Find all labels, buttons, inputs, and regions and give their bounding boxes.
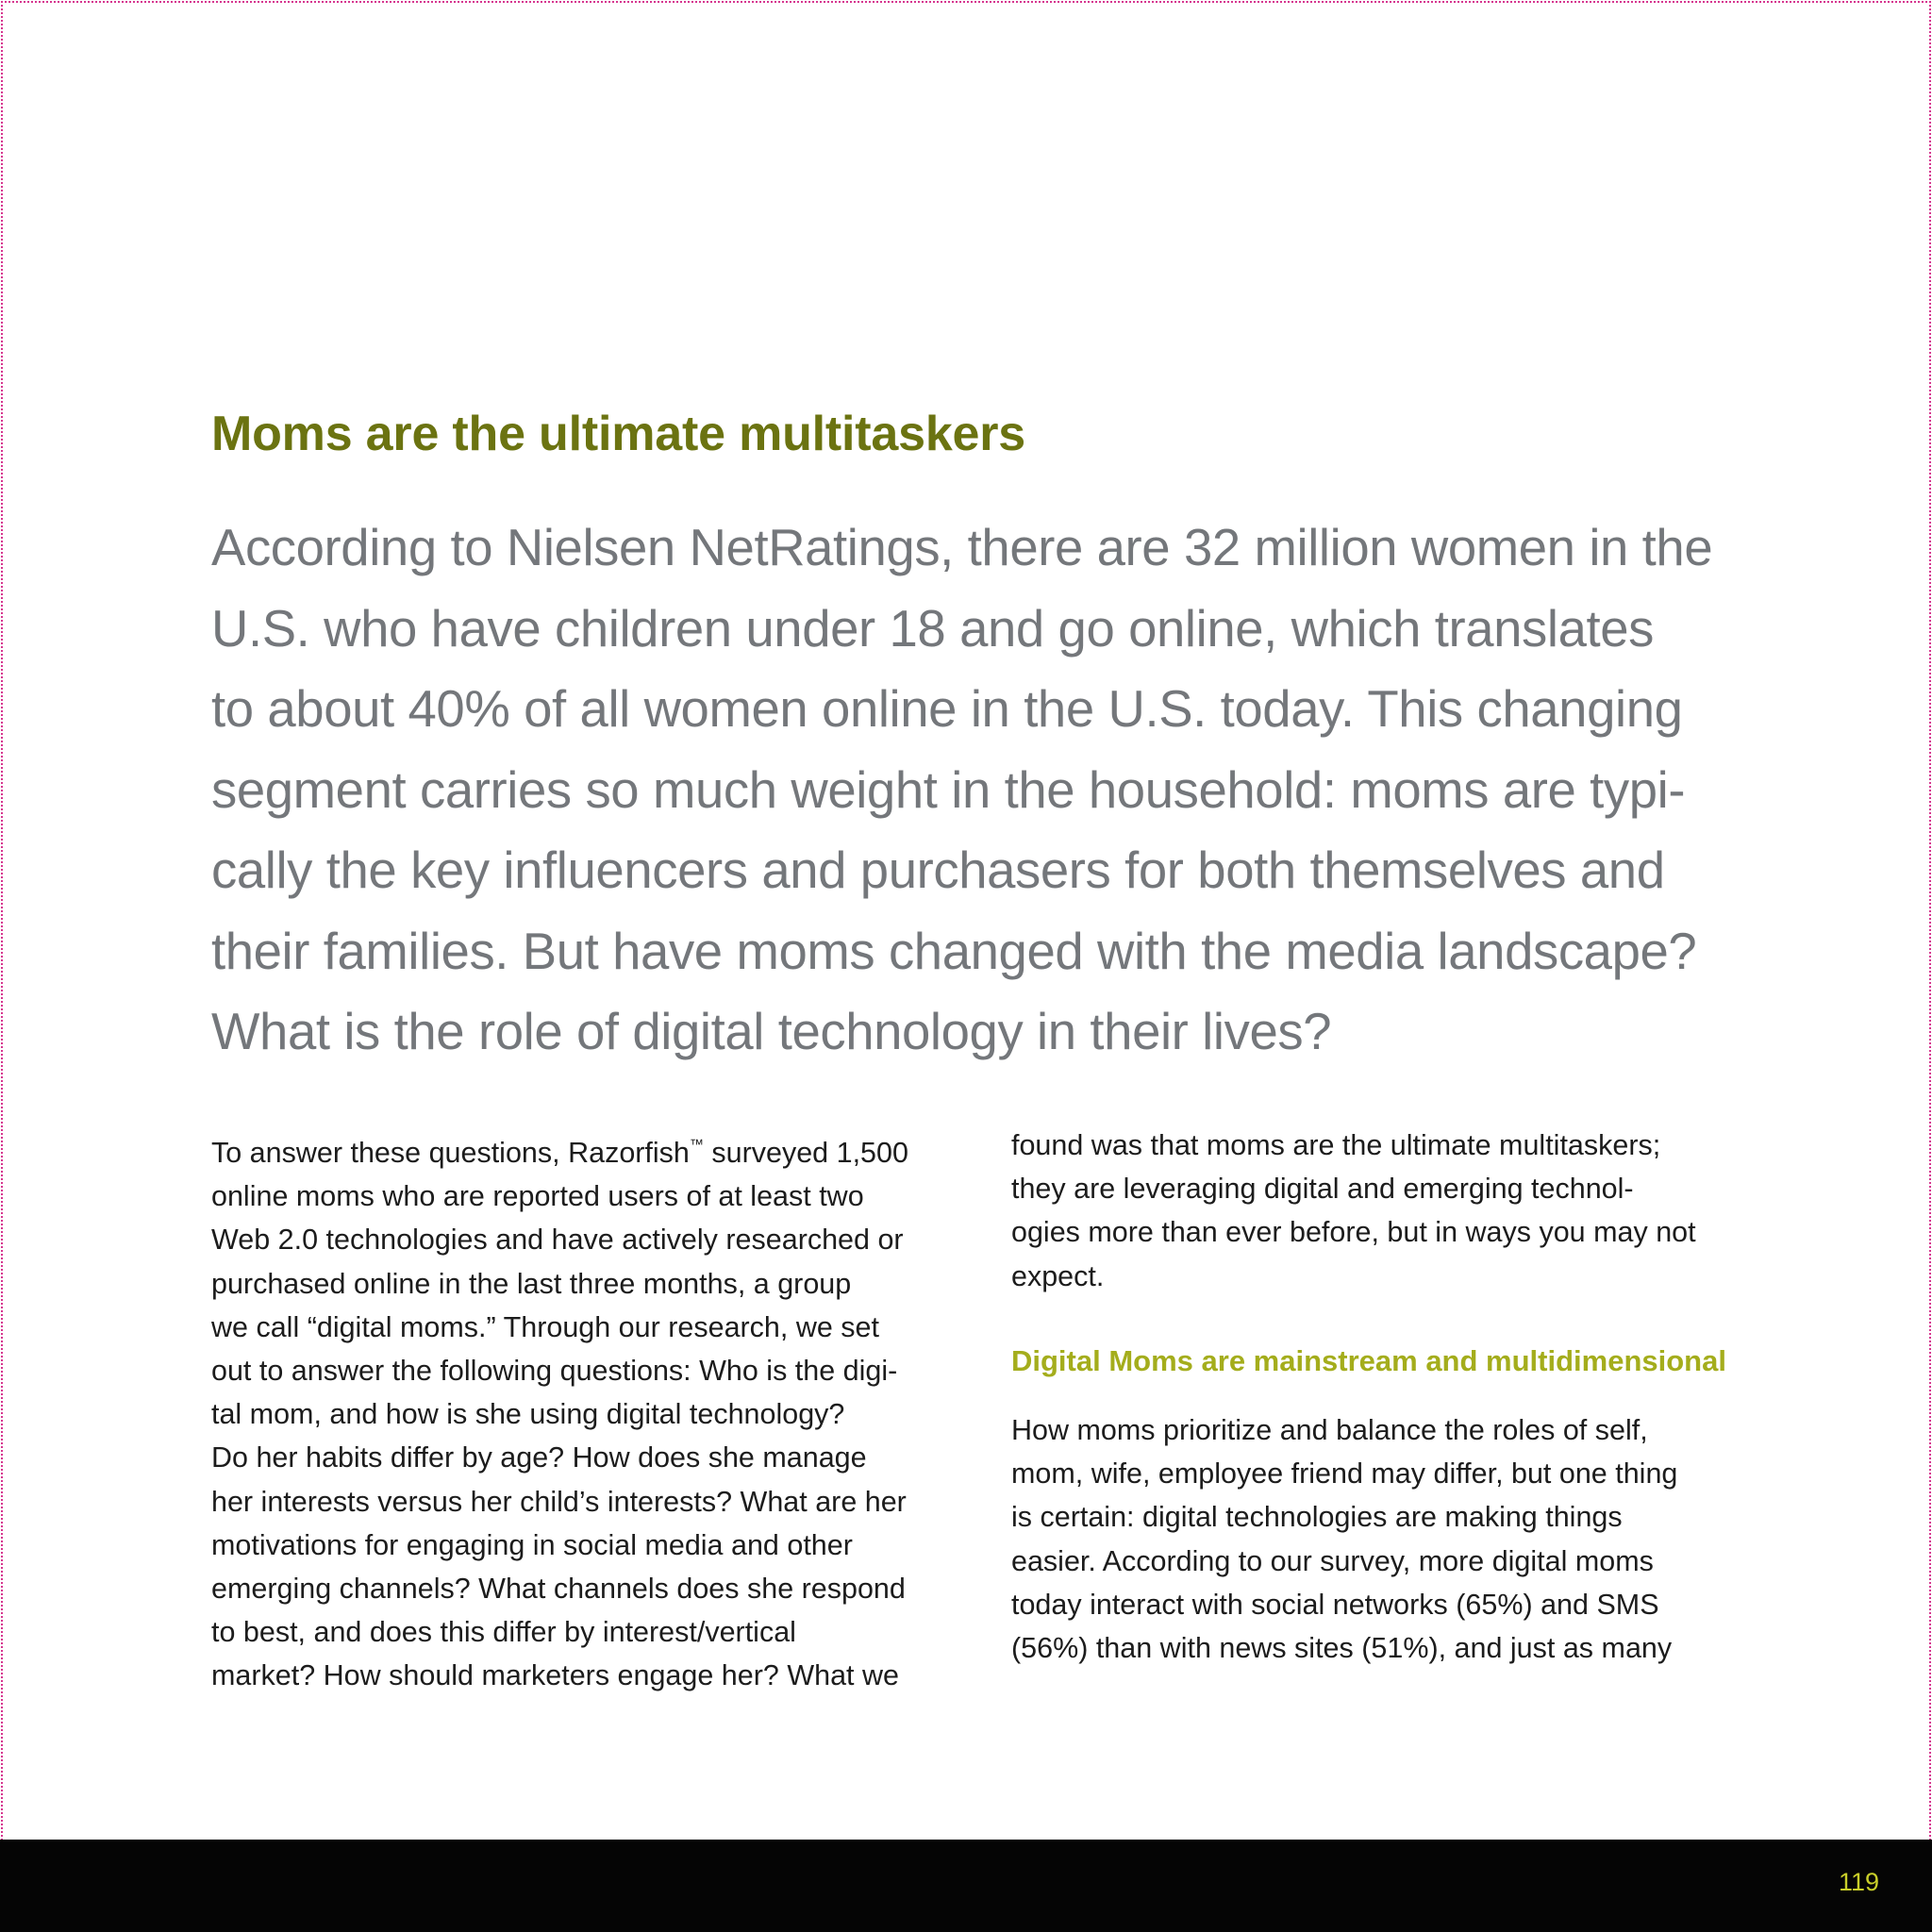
body-line: How moms prioritize and balance the roles of self, — [1011, 1414, 1648, 1446]
body-line: is certain: digital technologies are making things — [1011, 1501, 1623, 1534]
lead-line: cally the key influencers and purchasers for both themselves and — [211, 841, 1665, 899]
body-line — [211, 1124, 966, 1174]
body-line: to best, and does this differ by interest/vertical — [211, 1616, 796, 1649]
lead-line: What is the role of digital technology in their lives? — [211, 1003, 1332, 1060]
body-line: we call “digital moms.” Through our research, we set — [211, 1310, 879, 1343]
body-line: expect. — [1011, 1259, 1105, 1292]
body-line: out to answer the following questions: Who is the digi- — [211, 1355, 898, 1388]
body-line: Do her habits differ by age? How does she manage — [211, 1441, 867, 1474]
body-column-left — [211, 1124, 966, 1698]
body-line: purchased online in the last three months, a group — [211, 1267, 852, 1300]
body-line: today interact with social networks (65%) and SMS — [1011, 1588, 1659, 1621]
body-line-text: To answer these questions, Razorfish — [211, 1137, 690, 1169]
trademark-symbol: ™ — [689, 1137, 704, 1153]
lead-line: segment carries so much weight in the household: moms are typi- — [211, 760, 1686, 819]
body-line: market? How should marketers engage her? What we — [211, 1659, 899, 1692]
body-line: (56%) than with news sites (51%), and just as many — [1011, 1632, 1673, 1665]
body-line: tal mom, and how is she using digital technology? — [211, 1398, 845, 1431]
lead-line: U.S. who have children under 18 and go online, which translates — [211, 599, 1655, 658]
body-line: Web 2.0 technologies and have actively researched or — [211, 1224, 904, 1257]
body-line: easier. According to our survey, more digital moms — [1011, 1544, 1654, 1577]
page-heading: Moms are the ultimate multitaskers — [211, 407, 1026, 461]
body-line: emerging channels? What channels does she respond — [211, 1573, 906, 1606]
body-line: online moms who are reported users of at least two — [211, 1180, 864, 1213]
page-number: 119 — [1838, 1868, 1879, 1896]
body-line: motivations for engaging in social media and other — [211, 1528, 853, 1561]
lead-line: According to Nielsen NetRatings, there are 32 million women in the — [211, 519, 1713, 576]
lead-line: their families. But have moms changed with the media landscape? — [211, 922, 1697, 980]
body-line: ogies more than ever before, but in ways you may not — [1011, 1216, 1696, 1249]
section-subheading: Digital Moms are mainstream and multidimensional — [1011, 1344, 1726, 1377]
footer-bar — [0, 1840, 1932, 1932]
body-line: mom, wife, employee friend may differ, but one thing — [1011, 1457, 1678, 1491]
body-line: found was that moms are the ultimate multitaskers; — [1011, 1129, 1661, 1161]
body-column-right-continued — [1011, 1408, 1766, 1670]
body-line-text: surveyed 1,500 — [703, 1137, 908, 1169]
body-line: they are leveraging digital and emerging technol- — [1011, 1173, 1634, 1206]
body-column-right — [1011, 1124, 1766, 1298]
lead-paragraph — [211, 508, 1758, 1073]
lead-line: to about 40% of all women online in the U.S. today. This changing — [211, 680, 1683, 738]
body-line: her interests versus her child’s interests? What are her — [211, 1485, 907, 1518]
